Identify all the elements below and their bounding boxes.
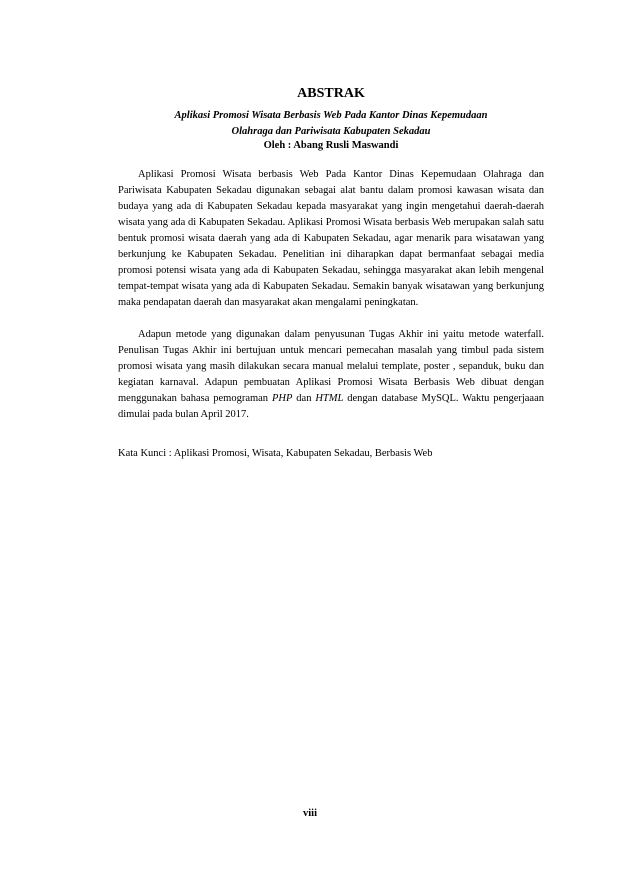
thesis-title-line-2: Olahraga dan Pariwisata Kabupaten Sekadau: [231, 126, 431, 137]
thesis-title: [118, 108, 544, 140]
page-number: viii: [302, 808, 317, 819]
paragraph-2-text-a: Adapun metode yang digunakan dalam penyusunan Tugas Akhir ini yaitu metode waterfall. Penulisan Tugas Akhir ini bertujuan untuk mencari pemecahan masalah yang timbul pada sistem promosi wisata yang masih dilakukan secara manual melalui template, poster , sepanduk, buku dan kegiatan karnaval. Adapun pembuatan Aplikasi Promosi Wisata Berbasis Web dibuat dengan menggunakan bahasa pemograman: [118, 329, 544, 404]
thesis-title-line-1: Aplikasi Promosi Wisata Berbasis Web Pada Kantor Dinas Kepemudaan: [174, 110, 488, 121]
abstract-paragraph-1: Aplikasi Promosi Wisata berbasis Web Pada Kantor Dinas Kepemudaan Olahraga dan Pariwisata Kabupaten Sekadau digunakan sebagai alat bantu dalam promosi kawasan wisata dan budaya yang ada di Kabupaten Sekadau kepada masyarakat yang ingin mengetahui daerah-daerah wisata yang ada di Kabupaten Sekadau. Aplikasi Promosi Wisata berbasis Web merupakan salah satu bentuk promosi wisata daerah yang ada di Kabupaten Sekadau, agar menarik para wisatawan yang berkunjung ke Kabupaten Sekadau. Penelitian ini diharapkan dapat bermanfaat sebagai media promosi potensi wisata yang ada di Kabupaten Sekadau, sehingga masyarakat akan lebih mengenal tempat-tempat wisata yang ada di Kabupaten Sekadau. Semakin banyak wisatawan yang berkunjung maka pendapatan daerah dan masyarakat akan mengalami peningkatan.: [118, 169, 544, 308]
paragraph-2-text-b: dengan database MySQL. Waktu pengerjaaan dimulai pada bulan April 2017.: [118, 393, 545, 420]
html-term: HTML: [315, 393, 344, 404]
abstract-title: ABSTRAK: [297, 86, 365, 101]
author-line: Oleh : Abang Rusli Maswandi: [263, 140, 399, 151]
php-term: PHP: [271, 393, 293, 404]
paragraph-2-conjunction: dan: [292, 393, 316, 404]
keywords-line: Kata Kunci : Aplikasi Promosi, Wisata, Kabupaten Sekadau, Berbasis Web: [118, 448, 433, 459]
abstract-paragraph-2: [118, 327, 544, 423]
